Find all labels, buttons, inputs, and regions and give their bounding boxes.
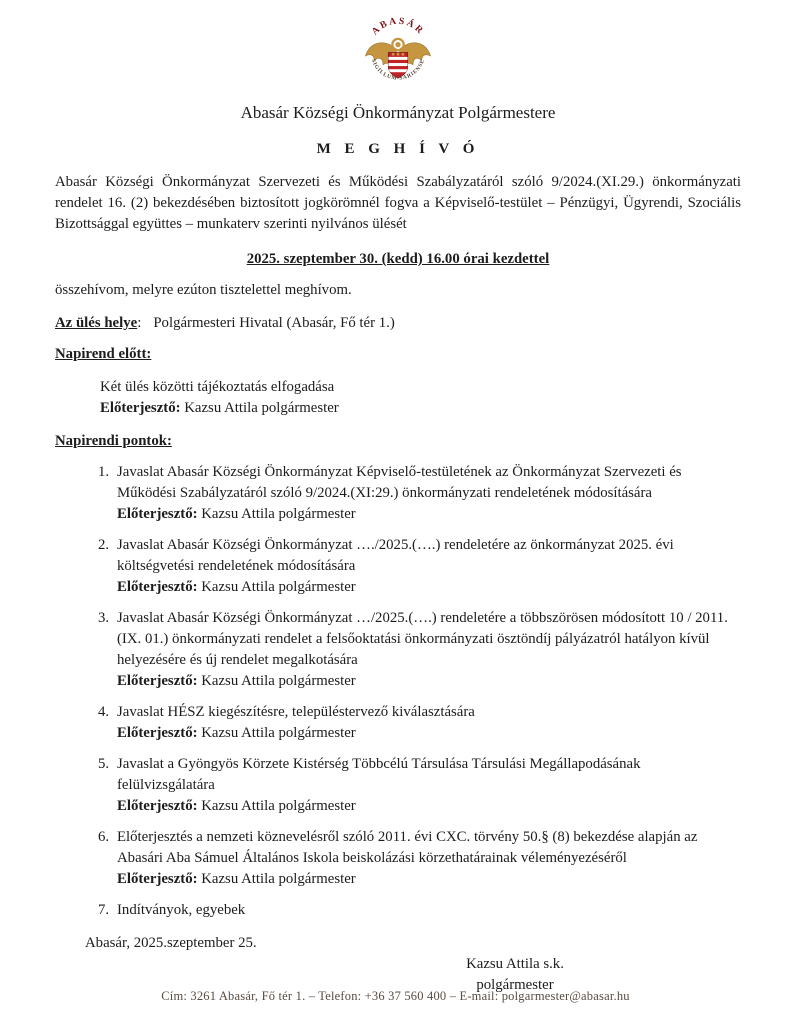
meeting-datetime: 2025. szeptember 30. (kedd) 16.00 órai kezdettel [246,251,550,267]
agenda-item-presenter [117,869,741,890]
crown-icon [392,53,404,56]
agenda-item-text: Javaslat HÉSZ kiegészítésre, településtervező kiválasztására [117,704,475,720]
agenda-item [98,535,741,598]
agenda-item [98,608,741,692]
seal-ring-text: SIGILLUM-SARIENSE [369,58,427,82]
presenter-label: Előterjesztő: [117,798,198,814]
presenter-label: Előterjesztő: [117,579,198,595]
pre-agenda-presenter [100,398,741,419]
eagle-head-icon [395,42,400,47]
agenda-list [55,462,741,921]
meeting-location [55,313,741,334]
agenda-item-presenter [117,796,741,817]
pre-agenda-item [100,377,741,419]
agenda-item-text: Javaslat Abasár Községi Önkormányzat …/2025.(….) rendeletére a többszörösen módosított 10 / 2011. (IX. 01.) önkormányzati rendelet a felsőoktatási önkormányzati ösztöndíj pályázatról hatályon kívül helyezésére és új rendelet megalkotására [117,610,728,668]
agenda-item-presenter [117,577,741,598]
location-colon: : [137,315,142,331]
presenter-name: Kazsu Attila polgármester [201,579,356,595]
agenda-item-number: 6. [98,829,110,845]
intro-paragraph: Abasár Községi Önkormányzat Szervezeti és Működési Szabályzatáról szóló 9/2024.(XI.29.) önkormányzati rendelet 16. (2) bekezdésében biztosított jogkörömnél fogva a Képviselő-testület – Pénzügyi, Ügyrendi, Szociális Bizottsággal együttes – munkaterv szerinti nyilvános ülését [55,174,741,232]
agenda-item [98,900,741,921]
signature-name: Kazsu Attila s.k. [466,956,564,972]
logo [55,12,741,100]
presenter-name: Kazsu Attila polgármester [201,798,356,814]
agenda-item-presenter [117,671,741,692]
closing-place-date: Abasár, 2025.szeptember 25. [85,935,257,951]
location-value: Polgármesteri Hivatal (Abasár, Fő tér 1.) [153,315,395,331]
agenda-item [98,702,741,744]
pre-agenda-item-text: Két ülés közötti tájékoztatás elfogadása [100,379,335,395]
presenter-label: Előterjesztő: [117,871,198,887]
presenter-label: Előterjesztő: [117,673,198,689]
agenda-item-text: Javaslat Abasár Községi Önkormányzat Képviselő-testületének az Önkormányzat Szervezeti és Működési Szabályzatáról szóló 9/2024.(XI:29.) önkormányzati rendeletének módosítására [117,464,682,501]
presenter-name: Kazsu Attila polgármester [201,871,356,887]
agenda-item-number: 7. [98,902,110,918]
agenda-item-number: 3. [98,610,110,626]
agenda-item-number: 2. [98,537,110,553]
agenda-heading: Napirendi pontok: [55,433,172,449]
agenda-item-presenter [117,723,741,744]
agenda-item-text: Javaslat a Gyöngyös Körzete Kistérség Többcélú Társulása Társulási Megállapodásának felülvizsgálatára [117,756,641,793]
agenda-item-number: 4. [98,704,110,720]
agenda-item-number: 5. [98,756,110,772]
presenter-name: Kazsu Attila polgármester [201,673,356,689]
agenda-item-text: Indítványok, egyebek [117,902,246,918]
pre-agenda-heading: Napirend előtt: [55,346,152,362]
seal-top-text: ABASÁR [369,15,427,38]
agenda-item [98,754,741,817]
signature-title: polgármester [476,977,554,993]
agenda-item-text: Javaslat Abasár Községi Önkormányzat …./2025.(….) rendeletére az önkormányzat 2025. évi költségvetési rendeletének módosítására [117,537,674,574]
agenda-item [98,462,741,525]
presenter-name: Kazsu Attila polgármester [184,400,339,416]
presenter-label: Előterjesztő: [117,506,198,522]
convene-line: összehívom, melyre ezúton tisztelettel meghívom. [55,282,352,298]
agenda-item-number: 1. [98,464,110,480]
coat-of-arms [354,12,442,93]
agenda-item [98,827,741,890]
org-title: Abasár Községi Önkormányzat Polgármestere [240,103,556,122]
footer-contact: Cím: 3261 Abasár, Fő tér 1. – Telefon: +36 37 560 400 – E-mail: polgarmester@abasar.hu [161,989,630,1003]
agenda-item-presenter [117,504,741,525]
presenter-label: Előterjesztő: [100,400,181,416]
presenter-name: Kazsu Attila polgármester [201,506,356,522]
doc-title: M E G H Í V Ó [316,141,480,157]
presenter-name: Kazsu Attila polgármester [201,725,356,741]
location-label: Az ülés helye [55,315,138,331]
agenda-item-text: Előterjesztés a nemzeti köznevelésről szóló 2011. évi CXC. törvény 50.§ (8) bekezdése alapján az Abasári Aba Sámuel Általános Iskola beiskolázási körzethatárainak véleményezéséről [117,829,698,866]
presenter-label: Előterjesztő: [117,725,198,741]
